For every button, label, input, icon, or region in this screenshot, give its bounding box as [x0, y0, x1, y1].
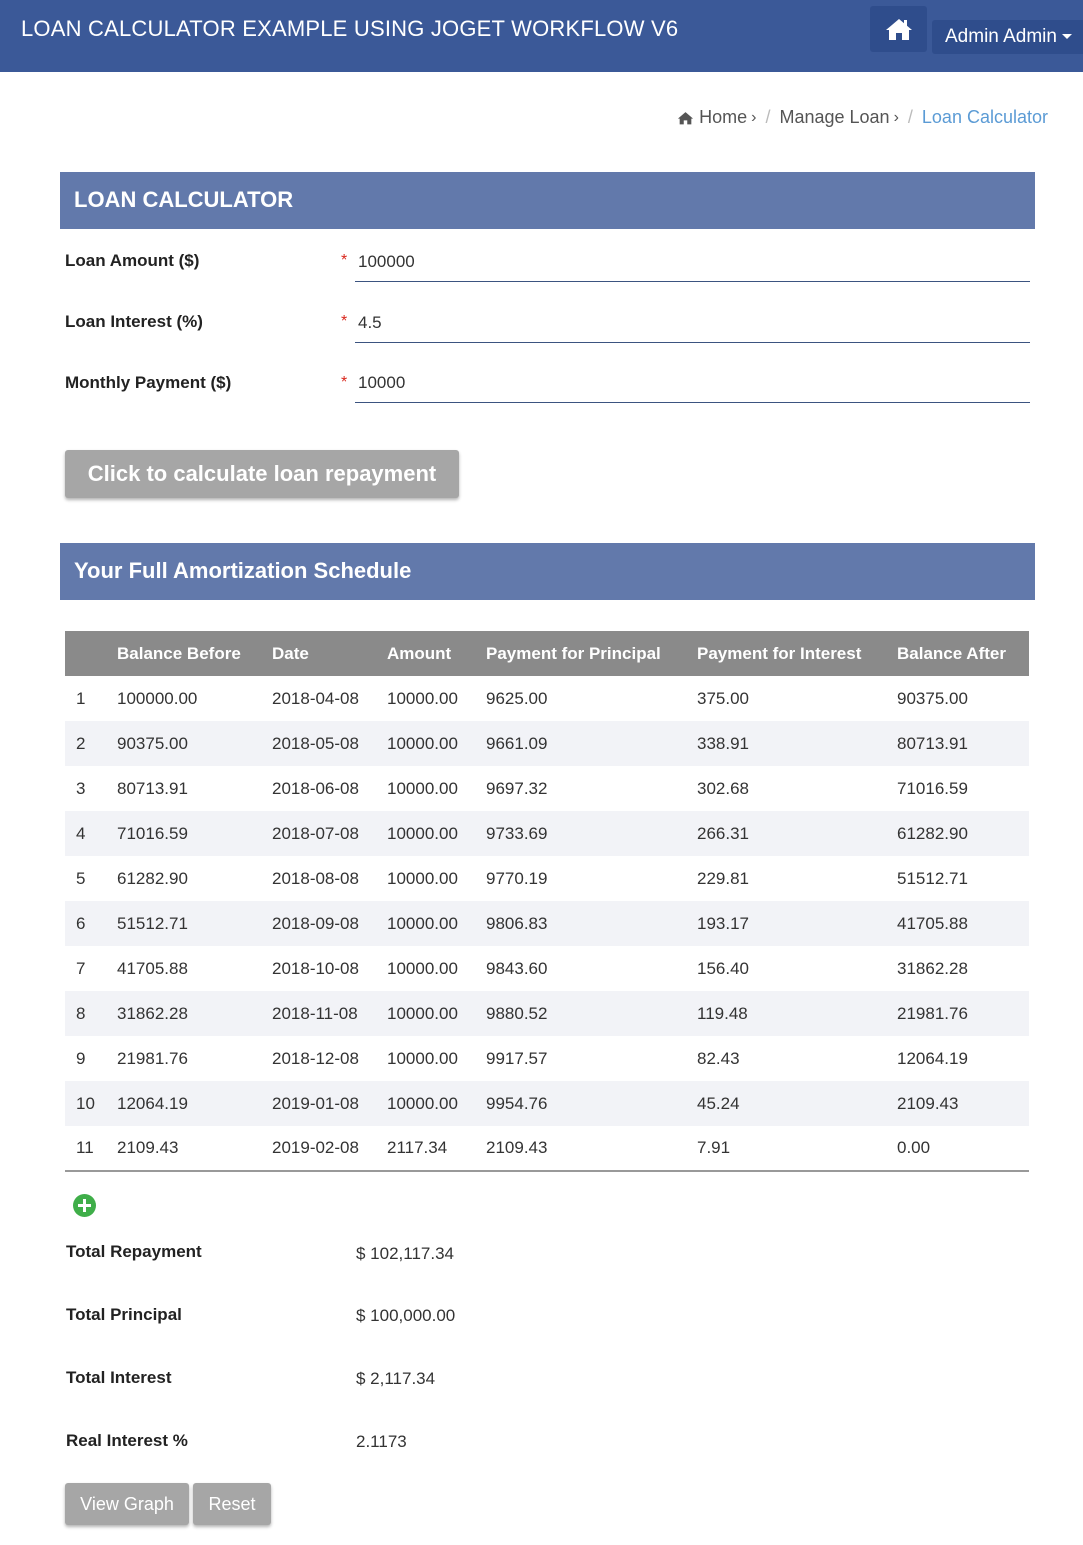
- table-cell: 10000.00: [387, 778, 458, 798]
- table-cell: 7.91: [686, 1126, 886, 1171]
- table-cell: 2019-02-08: [261, 1126, 376, 1171]
- loan-interest-input[interactable]: [355, 303, 1030, 343]
- table-cell: 266.31: [686, 811, 886, 856]
- table-cell: 31862.28: [897, 958, 968, 978]
- table-row: [65, 856, 1029, 901]
- monthly-payment-label: Monthly Payment ($): [65, 373, 232, 392]
- home-icon: [885, 17, 913, 41]
- table-cell: 12064.19: [897, 1048, 968, 1068]
- caret-down-icon: [1062, 34, 1072, 39]
- loan-interest-label: Loan Interest (%): [65, 312, 203, 331]
- total-interest-label: Total Interest: [66, 1368, 172, 1387]
- amortization-table: [65, 631, 1029, 1172]
- breadcrumb-separator: /: [765, 107, 771, 127]
- home-small-icon: [677, 111, 694, 125]
- table-cell: 9770.19: [486, 868, 548, 888]
- column-header: Payment for Principal: [475, 631, 686, 676]
- breadcrumb-current: Loan Calculator: [921, 107, 1048, 127]
- table-cell: 21981.76: [117, 1048, 188, 1068]
- table-cell: 10000.00: [376, 901, 475, 946]
- view-graph-button[interactable]: View Graph: [65, 1483, 189, 1525]
- breadcrumb-manage-loan[interactable]: Manage Loan: [779, 107, 890, 127]
- column-header: Payment for Interest: [686, 631, 886, 676]
- table-cell: 193.17: [686, 901, 886, 946]
- chevron-right-icon: ›: [751, 108, 757, 126]
- table-body: [65, 676, 1029, 1171]
- table-cell: 51512.71: [106, 901, 261, 946]
- table-cell: 2: [65, 721, 106, 766]
- table-cell: 5: [76, 868, 86, 888]
- top-navbar: [0, 0, 1083, 72]
- column-header: Balance Before: [106, 631, 261, 676]
- breadcrumb-home[interactable]: Home: [699, 107, 748, 127]
- table-cell: 90375.00: [897, 688, 968, 708]
- table-cell: 2018-07-08: [261, 811, 376, 856]
- table-cell: 2109.43: [475, 1126, 686, 1171]
- table-cell: 100000.00: [117, 688, 198, 708]
- table-cell: 10000.00: [376, 1081, 475, 1126]
- user-menu[interactable]: [932, 20, 1083, 54]
- column-header: Date: [261, 631, 376, 676]
- loan-calculator-header: LOAN CALCULATOR: [60, 172, 1035, 229]
- column-header: [65, 631, 106, 676]
- table-header-row: [65, 631, 1029, 676]
- table-cell: 2019-01-08: [261, 1081, 376, 1126]
- table-cell: 80713.91: [886, 721, 1029, 766]
- table-cell: 2018-11-08: [261, 991, 376, 1036]
- table-cell: 2018-09-08: [261, 901, 376, 946]
- table-cell: 51512.71: [897, 868, 968, 888]
- required-marker: *: [341, 313, 348, 330]
- table-cell: 2109.43: [886, 1081, 1029, 1126]
- column-header: Balance After: [886, 631, 1029, 676]
- table-cell: 7: [76, 958, 86, 978]
- table-cell: 9: [76, 1048, 86, 1068]
- table-cell: 2018-12-08: [272, 1048, 359, 1068]
- table-cell: 229.81: [697, 868, 749, 888]
- table-cell: 8: [65, 991, 106, 1036]
- reset-button[interactable]: Reset: [193, 1483, 271, 1525]
- calculate-button[interactable]: Click to calculate loan repayment: [65, 450, 459, 498]
- table-cell: 71016.59: [106, 811, 261, 856]
- table-cell: 21981.76: [886, 991, 1029, 1036]
- table-row: [65, 1126, 1029, 1171]
- table-cell: 11: [65, 1126, 106, 1171]
- home-button[interactable]: [870, 6, 927, 52]
- table-cell: 61282.90: [117, 868, 188, 888]
- table-cell: 0.00: [886, 1126, 1029, 1171]
- table-cell: 90375.00: [106, 721, 261, 766]
- table-cell: 2018-10-08: [272, 958, 359, 978]
- table-cell: 71016.59: [897, 778, 968, 798]
- table-row: [65, 676, 1029, 721]
- table-cell: 10: [65, 1081, 106, 1126]
- monthly-payment-input[interactable]: [355, 363, 1030, 403]
- table-cell: 2018-05-08: [261, 721, 376, 766]
- table-row: [65, 901, 1029, 946]
- add-row-icon[interactable]: [73, 1194, 96, 1217]
- table-cell: 41705.88: [886, 901, 1029, 946]
- table-row: [65, 721, 1029, 766]
- table-cell: 10000.00: [387, 1048, 458, 1068]
- app-title: LOAN CALCULATOR EXAMPLE USING JOGET WORKFLOW V6: [21, 16, 679, 41]
- table-cell: 10000.00: [376, 991, 475, 1036]
- real-interest-label: Real Interest %: [66, 1431, 188, 1450]
- column-header: Amount: [376, 631, 475, 676]
- table-cell: 9880.52: [475, 991, 686, 1036]
- table-cell: 10000.00: [376, 721, 475, 766]
- table-cell: 6: [65, 901, 106, 946]
- total-interest-value: $ 2,117.34: [356, 1369, 436, 1388]
- table-row: [65, 991, 1029, 1036]
- table-cell: 61282.90: [886, 811, 1029, 856]
- table-row: [65, 1036, 1029, 1081]
- chevron-right-icon: ›: [893, 108, 899, 126]
- total-principal-label: Total Principal: [66, 1305, 182, 1324]
- amortization-schedule-header: Your Full Amortization Schedule: [60, 543, 1035, 600]
- total-repayment-label: Total Repayment: [66, 1242, 202, 1261]
- total-principal-value: $ 100,000.00: [356, 1306, 456, 1325]
- table-cell: 4: [65, 811, 106, 856]
- table-cell: 41705.88: [117, 958, 188, 978]
- required-marker: *: [341, 252, 348, 269]
- table-cell: 156.40: [697, 958, 749, 978]
- required-marker: *: [341, 374, 348, 391]
- table-row: [65, 946, 1029, 991]
- table-cell: 302.68: [697, 778, 749, 798]
- table-cell: 375.00: [697, 688, 749, 708]
- loan-amount-input[interactable]: [355, 242, 1030, 282]
- table-cell: 80713.91: [117, 778, 188, 798]
- table-cell: 3: [76, 778, 86, 798]
- table-cell: 2018-06-08: [272, 778, 359, 798]
- table-cell: 9733.69: [475, 811, 686, 856]
- table-cell: 2117.34: [376, 1126, 475, 1171]
- total-repayment-value: $ 102,117.34: [356, 1244, 454, 1263]
- table-cell: 10000.00: [387, 688, 458, 708]
- table-cell: 119.48: [686, 991, 886, 1036]
- table-cell: 9806.83: [475, 901, 686, 946]
- table-cell: 10000.00: [387, 958, 458, 978]
- table-row: [65, 1081, 1029, 1126]
- user-name: Admin Admin: [945, 26, 1057, 47]
- table-cell: 9843.60: [486, 958, 548, 978]
- real-interest-value: 2.1173: [356, 1432, 407, 1451]
- breadcrumb: [677, 107, 1048, 128]
- table-cell: 12064.19: [106, 1081, 261, 1126]
- table-cell: 9697.32: [486, 778, 548, 798]
- loan-amount-label: Loan Amount ($): [65, 251, 200, 270]
- table-row: [65, 766, 1029, 811]
- table-cell: 1: [76, 688, 86, 708]
- table-cell: 2018-04-08: [272, 688, 359, 708]
- table-cell: 10000.00: [387, 868, 458, 888]
- table-cell: 2109.43: [106, 1126, 261, 1171]
- table-cell: 9661.09: [475, 721, 686, 766]
- breadcrumb-separator: /: [907, 107, 913, 127]
- table-cell: 31862.28: [106, 991, 261, 1036]
- table-cell: 10000.00: [376, 811, 475, 856]
- table-cell: 9625.00: [486, 688, 548, 708]
- table-cell: 9917.57: [486, 1048, 548, 1068]
- table-cell: 9954.76: [475, 1081, 686, 1126]
- table-cell: 82.43: [697, 1048, 740, 1068]
- table-cell: 338.91: [686, 721, 886, 766]
- table-cell: 2018-08-08: [272, 868, 359, 888]
- table-row: [65, 811, 1029, 856]
- table-cell: 45.24: [686, 1081, 886, 1126]
